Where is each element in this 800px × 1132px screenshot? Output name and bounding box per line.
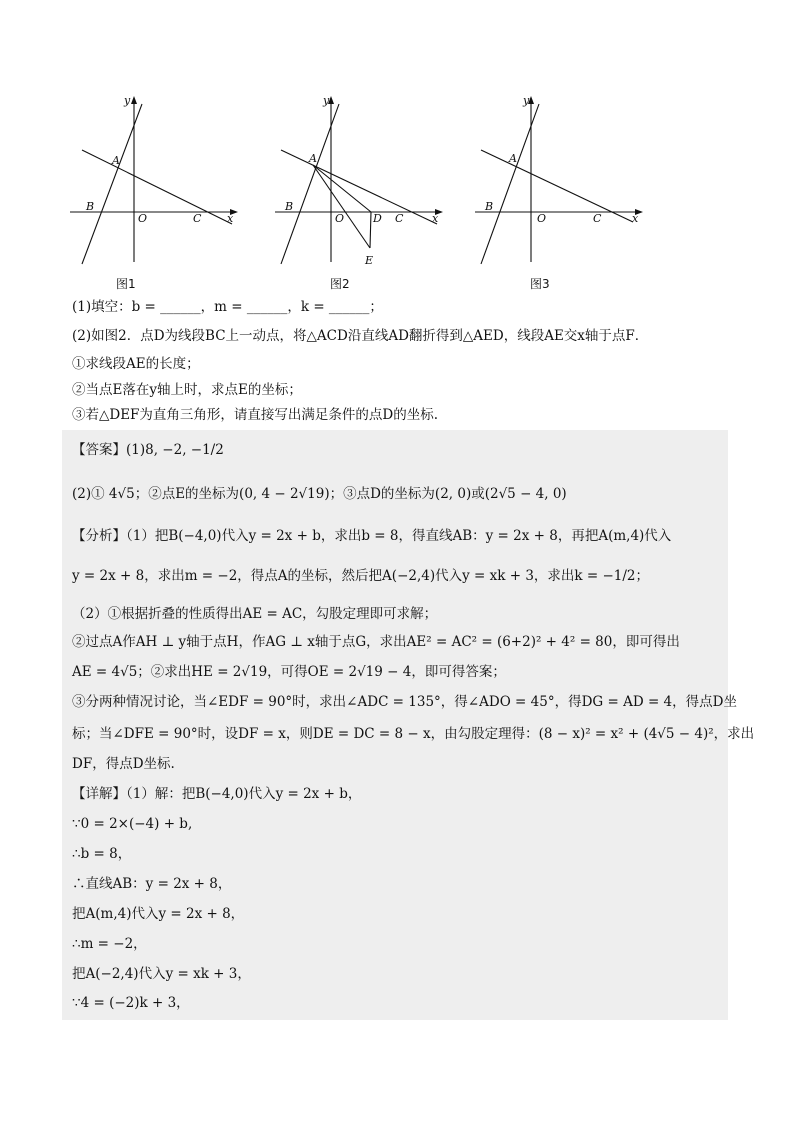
- answer-block: [62, 430, 755, 1020]
- answer-line-12: ∵0 = 2×(−4) + b,: [72, 816, 193, 832]
- question-line-2: (2)如图2．点D为线段BC上一动点，将△ACD沿直线AD翻折得到△AED，线段AE交x轴于点F．: [72, 328, 649, 344]
- label-b: B: [86, 200, 95, 213]
- question-line-3: ①求线段AE的长度；: [72, 356, 200, 372]
- label-y: y: [124, 94, 131, 107]
- line-ab: [281, 104, 339, 264]
- label-y: y: [323, 94, 330, 107]
- answer-line-10: DF，得点D坐标.: [72, 756, 175, 772]
- figure-1-caption: 图1: [116, 277, 136, 291]
- label-b: B: [485, 200, 494, 213]
- label-o: O: [335, 212, 345, 225]
- figure-3-caption: 图3: [530, 277, 550, 291]
- line-ac: [481, 150, 633, 222]
- answer-line-8: ③分两种情况讨论，当∠EDF = 90°时，求出∠ADC = 135°，得∠ADO = 45°，得DG = AD = 4，得点D坐: [72, 694, 737, 710]
- answer-line-5: （2）①根据折叠的性质得出AE = AC，勾股定理即可求解；: [72, 606, 438, 622]
- label-c: C: [395, 212, 404, 225]
- label-y: y: [523, 94, 530, 107]
- figure-1: [62, 88, 242, 293]
- line-ac: [82, 150, 232, 224]
- label-b: B: [285, 200, 294, 213]
- label-e: E: [365, 254, 374, 267]
- label-c: C: [193, 212, 202, 225]
- line-ac: [281, 150, 437, 224]
- question-line-1: (1)填空：b = ______，m = ______，k = ______；: [72, 299, 383, 315]
- segment-de: [370, 212, 371, 248]
- label-x: x: [432, 212, 439, 225]
- label-d: D: [373, 212, 382, 225]
- label-x: x: [227, 212, 234, 225]
- label-c: C: [593, 212, 602, 225]
- question-line-4: ②当点E落在y轴上时，求点E的坐标；: [72, 382, 302, 398]
- answer-line-2: (2)① 4√5；②点E的坐标为(0, 4 − 2√19)；③点D的坐标为(2, 0)或(2√5 − 4, 0): [72, 486, 567, 502]
- label-a: A: [509, 152, 517, 165]
- answer-line-14: ∴直线AB：y = 2x + 8，: [72, 876, 232, 892]
- answer-line-6: ②过点A作AH ⊥ y轴于点H，作AG ⊥ x轴于点G，求出AE² = AC² = (6+2)² + 4² = 80，即可得出: [72, 634, 680, 650]
- answer-line-4: y = 2x + 8，求出m = −2，得点A的坐标，然后把A(−2,4)代入y = xk + 3，求出k = −1/2；: [72, 568, 650, 584]
- line-ab: [82, 104, 142, 264]
- answer-line-7: AE = 4√5；②求出HE = 2√19，可得OE = 2√19 − 4，即可得答案；: [72, 664, 506, 680]
- line-ab: [481, 104, 539, 264]
- question-line-5: ③若△DEF为直角三角形，请直接写出满足条件的点D的坐标.: [72, 407, 439, 423]
- answer-line-11: 【详解】（1）解：把B(−4,0)代入y = 2x + b，: [72, 786, 362, 802]
- label-x: x: [632, 212, 639, 225]
- answer-line-18: ∵4 = (−2)k + 3，: [72, 995, 190, 1011]
- answer-line-15: 把A(m,4)代入y = 2x + 8，: [72, 906, 245, 922]
- segment-ae: [313, 165, 370, 248]
- answer-line-3: 【分析】（1）把B(−4,0)代入y = 2x + b，求出b = 8，得直线AB：y = 2x + 8，再把A(m,4)代入: [72, 528, 672, 544]
- answer-line-17: 把A(−2,4)代入y = xk + 3，: [72, 966, 251, 982]
- label-a: A: [309, 152, 317, 165]
- answer-line-16: ∴m = −2，: [72, 936, 147, 952]
- figure-2-caption: 图2: [330, 277, 350, 291]
- figure-3: [467, 88, 647, 293]
- label-o: O: [138, 212, 148, 225]
- figures-row: [62, 88, 652, 293]
- answer-line-1: 【答案】(1)8, −2, −1/2: [72, 442, 224, 458]
- label-o: O: [537, 212, 547, 225]
- figure-2: [267, 88, 447, 293]
- answer-line-13: ∴b = 8，: [72, 846, 132, 862]
- label-a: A: [112, 154, 120, 167]
- answer-line-9: 标；当∠DFE = 90°时，设DF = x，则DE = DC = 8 − x，由勾股定理得：(8 − x)² = x² + (4√5 − 4)²，求出: [72, 726, 755, 742]
